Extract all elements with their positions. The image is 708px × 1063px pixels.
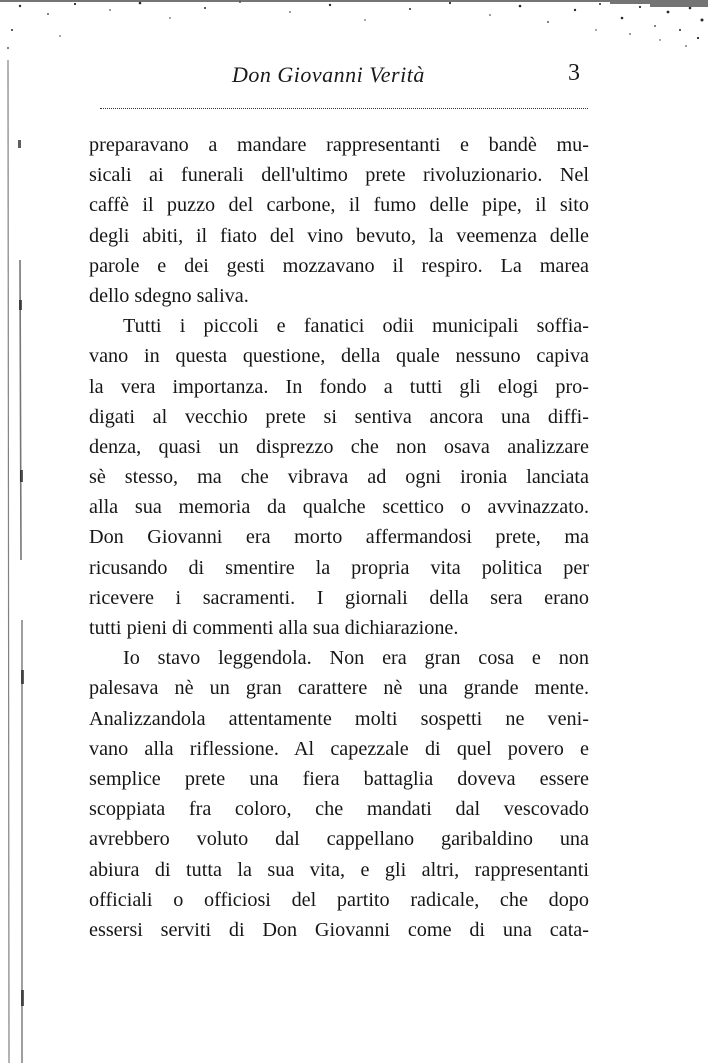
text-line: denza, quasi un disprezzo che non osava analizzare — [89, 435, 589, 458]
text-line: alla sua memoria da qualche scettico o avvinazzato. — [89, 496, 589, 519]
text-line: degli abiti, il fiato del vino bevuto, la veemenza delle — [89, 224, 589, 247]
text-line: scoppiata fra coloro, che mandati dal vescovado — [89, 798, 589, 821]
text-line: digati al vecchio prete si sentiva ancora una diffi- — [89, 405, 589, 428]
text-line: vano in questa questione, della quale nessuno capiva — [89, 345, 589, 368]
header-rule — [100, 108, 588, 109]
body-text — [89, 130, 589, 945]
text-line: Tutti i piccoli e fanatici odii municipali soffia- — [123, 315, 589, 338]
text-line: officiali o officiosi del partito radicale, che dopo — [89, 888, 589, 911]
text-line: semplice prete una fiera battaglia doveva essere — [89, 767, 589, 790]
text-line: la vera importanza. In fondo a tutti gli elogi pro- — [89, 375, 589, 398]
text-line: dello sdegno saliva. — [89, 284, 249, 307]
scan-noise-top — [0, 0, 708, 60]
text-line: ricevere i sacramenti. I giornali della sera erano — [89, 586, 589, 609]
text-line: abiura di tutta la sua vita, e gli altri, rappresentanti — [89, 858, 589, 881]
running-head — [0, 58, 708, 98]
page-number: 3 — [568, 60, 580, 86]
text-line: preparavano a mandare rappresentanti e bandè mu- — [89, 134, 589, 156]
text-line: essersi serviti di Don Giovanni come di una cata- — [89, 918, 589, 941]
text-line: Io stavo leggendola. Non era gran cosa e non — [123, 647, 589, 670]
text-line: Analizzandola attentamente molti sospetti ne veni- — [89, 707, 589, 730]
text-line: ricusando di smentire la propria vita politica per — [89, 556, 589, 579]
text-line: avrebbero voluto dal cappellano garibaldino una — [89, 828, 589, 851]
text-line: sè stesso, ma che vibrava ad ogni ironia lanciata — [89, 466, 589, 489]
left-gutter-artifacts — [0, 0, 30, 1063]
text-line: palesava nè un gran carattere nè una grande mente. — [89, 677, 589, 700]
text-line: parole e dei gesti mozzavano il respiro. La marea — [89, 254, 589, 277]
text-line: sicali ai funerali dell'ultimo prete rivoluzionario. Nel — [89, 164, 589, 187]
text-line: caffè il puzzo del carbone, il fumo delle pipe, il sito — [89, 194, 589, 217]
text-line: vano alla riflessione. Al capezzale di quel povero e — [89, 737, 589, 760]
text-line: Don Giovanni era morto affermandosi prete, ma — [89, 526, 589, 549]
running-title: Don Giovanni Verità — [232, 62, 425, 87]
text-line: tutti pieni di commenti alla sua dichiarazione. — [89, 617, 459, 639]
